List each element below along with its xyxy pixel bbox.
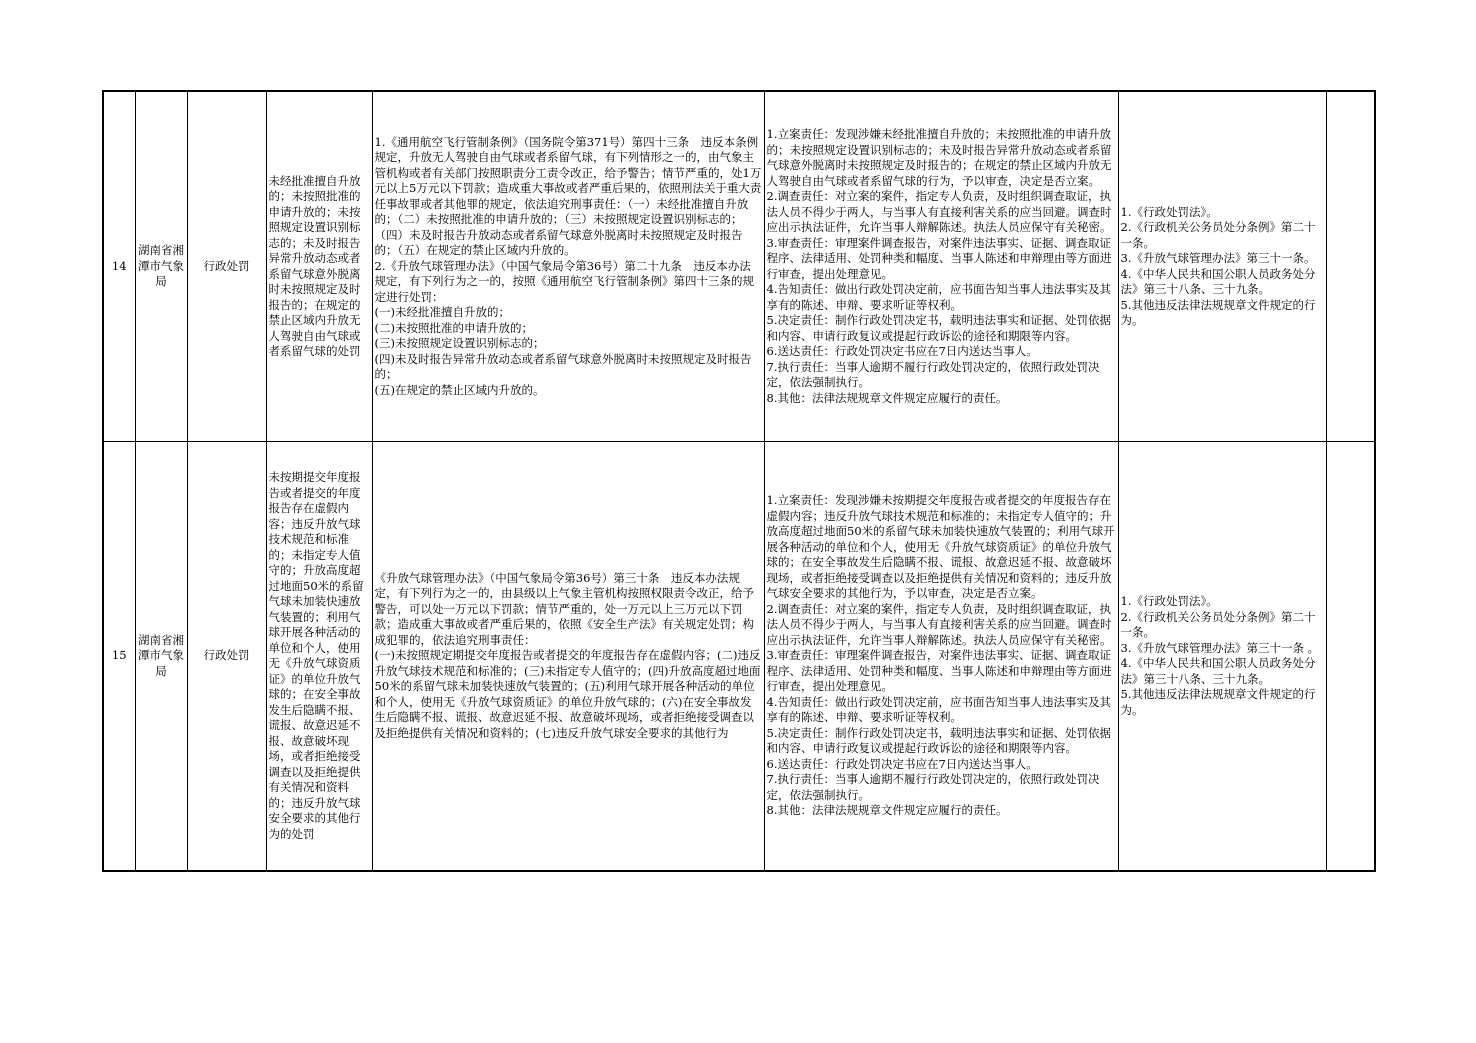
legal-basis: 《升放气球管理办法》（中国气象局令第36号）第三十条 违反本办法规定，有下列行为之一的，由县级以上气象主管机构按照权限责令改正，给予警告，可以处一万元以下罚款；情节严重的，处一万元以上三万元以下罚款；造成重大事故或者严重后果的，依照《安全生产法》有关规定处罚；构成犯罪的，依法追究刑事责任： (一)未按照规定期提交年度报告或者提交的年度报告存在虚假内容；(二)违反升放气球技术规范和标准的；(三)未指定专人值守的；(四)升放高度超过地面50米的系留气球未加装快速放气装置的；(五)利用气球开展各种活动的单位和个人，使用无《升放气球资质证》的单位升放气球的；(六)在安全事故发生后隐瞒不报、谎报、故意迟延不报、故意破坏现场，或者拒绝接受调查以及拒绝提供有关情况和资料的；(七)违反升放气球安全要求的其他行为 xyxy=(372,442,764,872)
power-type: 行政处罚 xyxy=(187,442,266,872)
remark-cell xyxy=(1326,442,1375,872)
power-item-name: 未经批准擅自升放的；未按照批准的申请升放的；未按照规定设置识别标志的；未及时报告异常升放动态或者系留气球意外脱离时未按照规定及时报告的；在规定的禁止区域内升放无人驾驶自由气球或者系留气球的处罚 xyxy=(266,91,372,442)
accountability-basis: 1.《行政处罚法》。 2.《行政机关公务员处分条例》第二十一条。 3.《升放气球管理办法》第三十一条 。 4.《中华人民共和国公职人员政务处分法》第三十八条、三十九条。 5.其他违反法律法规规章文件规定的行为。 xyxy=(1118,442,1326,872)
table-row xyxy=(103,91,1375,442)
power-item-name: 未按期提交年度报告或者提交的年度报告存在虚假内容；违反升放气球技术规范和标准的；未指定专人值守的；升放高度超过地面50米的系留气球未加装快速放气装置的；利用气球开展各种活动的单位和个人，使用无《升放气球资质证》的单位升放气球的；在安全事故发生后隐瞒不报、谎报、故意迟延不报、故意破坏现场，或者拒绝接受调查以及拒绝提供有关情况和资料的；违反升放气球安全要求的其他行为的处罚 xyxy=(266,442,372,872)
remark-cell xyxy=(1326,91,1375,442)
power-type: 行政处罚 xyxy=(187,91,266,442)
table-row xyxy=(103,442,1375,872)
powers-responsibilities-table xyxy=(102,90,1376,872)
accountability-basis: 1.《行政处罚法》。 2.《行政机关公务员处分条例》第二十一条。 3.《升放气球管理办法》第三十一条。 4.《中华人民共和国公职人员政务处分法》第三十八条、三十九条。 5.其他违反法律法规规章文件规定的行为。 xyxy=(1118,91,1326,442)
row-number: 14 xyxy=(103,91,135,442)
implementing-agency: 湖南省湘潭市气象局 xyxy=(135,91,187,442)
row-number: 15 xyxy=(103,442,135,872)
legal-basis: 1.《通用航空飞行管制条例》（国务院令第371号）第四十三条 违反本条例规定，升放无人驾驶自由气球或者系留气球，有下列情形之一的，由气象主管机构或者有关部门按照职责分工责令改正，给予警告；情节严重的，处1万元以上5万元以下罚款；造成重大事故或者严重后果的，依照刑法关于重大责任事故罪或者其他罪的规定，依法追究刑事责任：（一）未经批准擅自升放的；（二）未按照批准的申请升放的；（三）未按照规定设置识别标志的；（四）未及时报告升放动态或者系留气球意外脱离时未按照规定及时报告的；（五）在规定的禁止区域内升放的。 2.《升放气球管理办法》（中国气象局令第36号）第二十九条 违反本办法规定，有下列行为之一的，按照《通用航空飞行管制条例》第四十三条的规定进行处罚： (一)未经批准擅自升放的； (二)未按照批准的申请升放的； (三)未按照规定设置识别标志的； (四)未及时报告异常升放动态或者系留气球意外脱离时未按照规定及时报告的； (五)在规定的禁止区域内升放的。 xyxy=(372,91,764,442)
responsibility-items: 1.立案责任：发现涉嫌未按期提交年度报告或者提交的年度报告存在虚假内容；违反升放气球技术规范和标准的；未指定专人值守的；升放高度超过地面50米的系留气球未加装快速放气装置的；利用气球开展各种活动的单位和个人，使用无《升放气球资质证》的单位升放气球的；在安全事故发生后隐瞒不报、谎报、故意迟延不报、故意破坏现场，或者拒绝接受调查以及拒绝提供有关情况和资料的；违反升放气球安全要求的其他行为，予以审查，决定是否立案。 2.调查责任：对立案的案件，指定专人负责，及时组织调查取证，执法人员不得少于两人，与当事人有直接利害关系的应当回避。调查时应出示执法证件，允许当事人辩解陈述。执法人员应保守有关秘密。 3.审查责任：审理案件调查报告，对案件违法事实、证据、调查取证程序、法律适用、处罚种类和幅度、当事人陈述和申辩理由等方面进行审查，提出处理意见。 4.告知责任：做出行政处罚决定前，应书面告知当事人违法事实及其享有的陈述、申辩、要求听证等权利。 5.决定责任：制作行政处罚决定书，载明违法事实和证据、处罚依据和内容、申请行政复议或提起行政诉讼的途径和期限等内容。 6.送达责任：行政处罚决定书应在7日内送达当事人。 7.执行责任：当事人逾期不履行行政处罚决定的，依照行政处罚决定，依法强制执行。 8.其他：法律法规规章文件规定应履行的责任。 xyxy=(764,442,1118,872)
responsibility-items: 1.立案责任：发现涉嫌未经批准擅自升放的；未按照批准的申请升放的；未按照规定设置识别标志的；未及时报告异常升放动态或者系留气球意外脱离时未按照规定及时报告的；在规定的禁止区域内升放无人驾驶自由气球或者系留气球的行为，予以审查，决定是否立案。 2.调查责任：对立案的案件，指定专人负责，及时组织调查取证，执法人员不得少于两人，与当事人有直接利害关系的应当回避。调查时应出示执法证件，允许当事人辩解陈述。执法人员应保守有关秘密。 3.审查责任：审理案件调查报告，对案件违法事实、证据、调查取证程序、法律适用、处罚种类和幅度、当事人陈述和申辩理由等方面进行审查，提出处理意见。 4.告知责任：做出行政处罚决定前，应书面告知当事人违法事实及其享有的陈述、申辩、要求听证等权利。 5.决定责任：制作行政处罚决定书，载明违法事实和证据、处罚依据和内容、申请行政复议或提起行政诉讼的途径和期限等内容。 6.送达责任：行政处罚决定书应在7日内送达当事人。 7.执行责任：当事人逾期不履行行政处罚决定的，依照行政处罚决定，依法强制执行。 8.其他：法律法规规章文件规定应履行的责任。 xyxy=(764,91,1118,442)
implementing-agency: 湖南省湘潭市气象局 xyxy=(135,442,187,872)
